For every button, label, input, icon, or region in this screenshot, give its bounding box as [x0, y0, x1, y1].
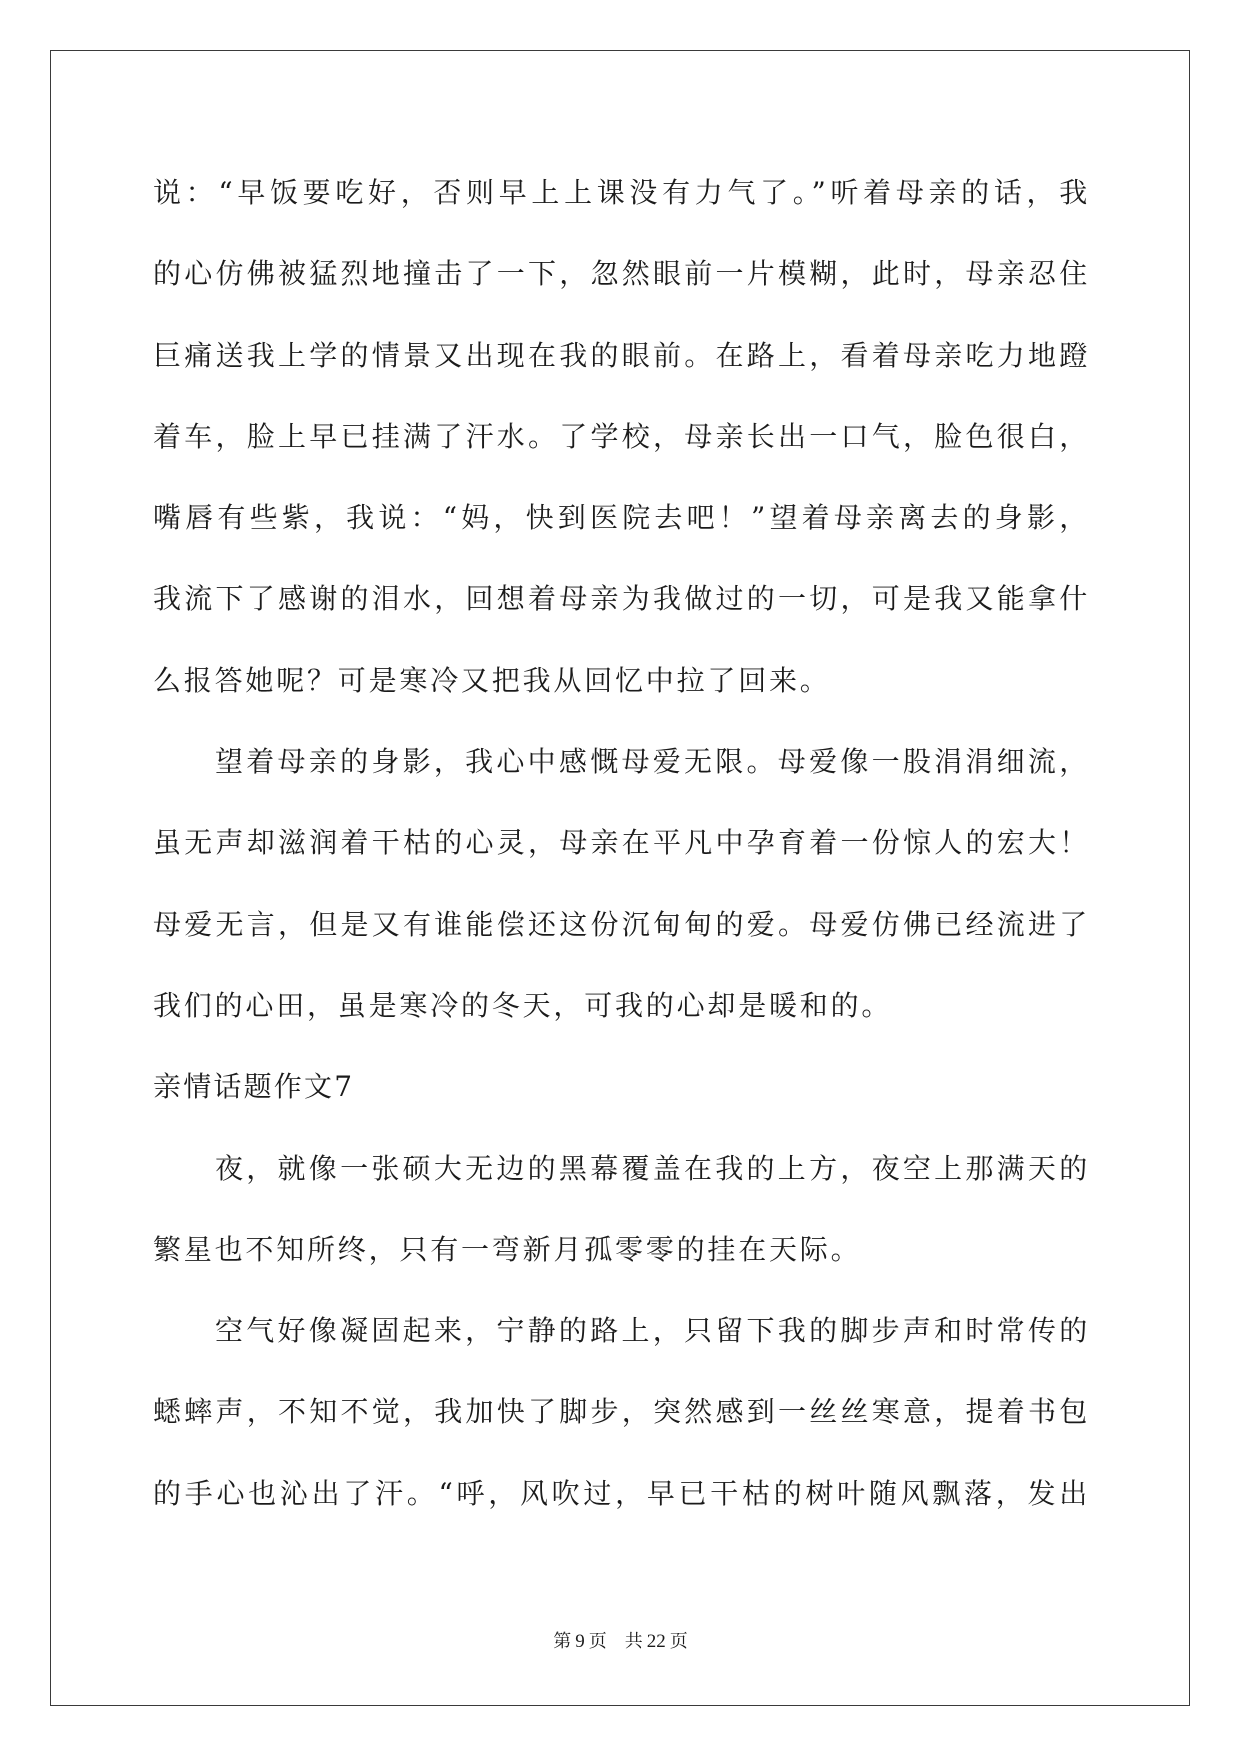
paragraph [153, 152, 1090, 721]
text-line: 望着母亲的身影，我心中感慨母爱无限。母爱像一股涓涓细流， [215, 745, 1090, 779]
text-line: 说：“早饭要吃好，否则早上上课没有力气了。”听着母亲的话，我 [153, 176, 1090, 209]
text-line: 么报答她呢？可是寒冷又把我从回忆中拉了回来。 [153, 663, 831, 697]
text-line: 空气好像凝固起来，宁静的路上，只留下我的脚步声和时常传的 [215, 1314, 1090, 1348]
text-line: 着车，脸上早已挂满了汗水。了学校，母亲长出一口气，脸色很白， [153, 419, 1090, 453]
current-page-number: 9 [575, 1631, 585, 1652]
text-line: 的心仿佛被猛烈地撞击了一下，忽然眼前一片模糊，此时，母亲忍住 [153, 257, 1090, 291]
paragraph [153, 721, 1090, 1046]
total-suffix: 页 [669, 1631, 688, 1652]
total-page-count: 22 [646, 1631, 666, 1652]
text-line: 我们的心田，虽是寒冷的冬天，可我的心却是暖和的。 [153, 988, 893, 1022]
page-suffix: 页 [588, 1631, 607, 1652]
paragraph [153, 1128, 1090, 1291]
text-line: 夜，就像一张硕大无边的黑幕覆盖在我的上方，夜空上那满天的 [215, 1151, 1090, 1185]
paragraph [153, 1290, 1090, 1534]
text-line: 虽无声却滋润着干枯的心灵，母亲在平凡中孕育着一份惊人的宏大！ [153, 826, 1090, 860]
text-line: 巨痛送我上学的情景又出现在我的眼前。在路上，看着母亲吃力地蹬 [153, 338, 1090, 372]
text-line: 嘴唇有些紫，我说：“妈，快到医院去吧！”望着母亲离去的身影， [153, 501, 1090, 535]
page-prefix: 第 [553, 1631, 572, 1652]
page-number-footer [0, 1626, 1241, 1658]
section-heading: 亲情话题作文7 [153, 1070, 355, 1104]
text-line: 繁星也不知所终，只有一弯新月孤零零的挂在天际。 [153, 1232, 862, 1266]
text-line: 的手心也沁出了汗。“呼，风吹过，早已干枯的树叶随风飘落，发出 [153, 1476, 1090, 1510]
text-line: 蟋蟀声，不知不觉，我加快了脚步，突然感到一丝丝寒意，提着书包 [153, 1395, 1090, 1429]
text-line: 我流下了感谢的泪水，回想着母亲为我做过的一切，可是我又能拿什 [153, 582, 1090, 616]
total-prefix: 共 [624, 1631, 643, 1652]
document-body [153, 152, 1090, 1534]
text-line: 母爱无言，但是又有谁能偿还这份沉甸甸的爱。母爱仿佛已经流进了 [153, 907, 1090, 941]
